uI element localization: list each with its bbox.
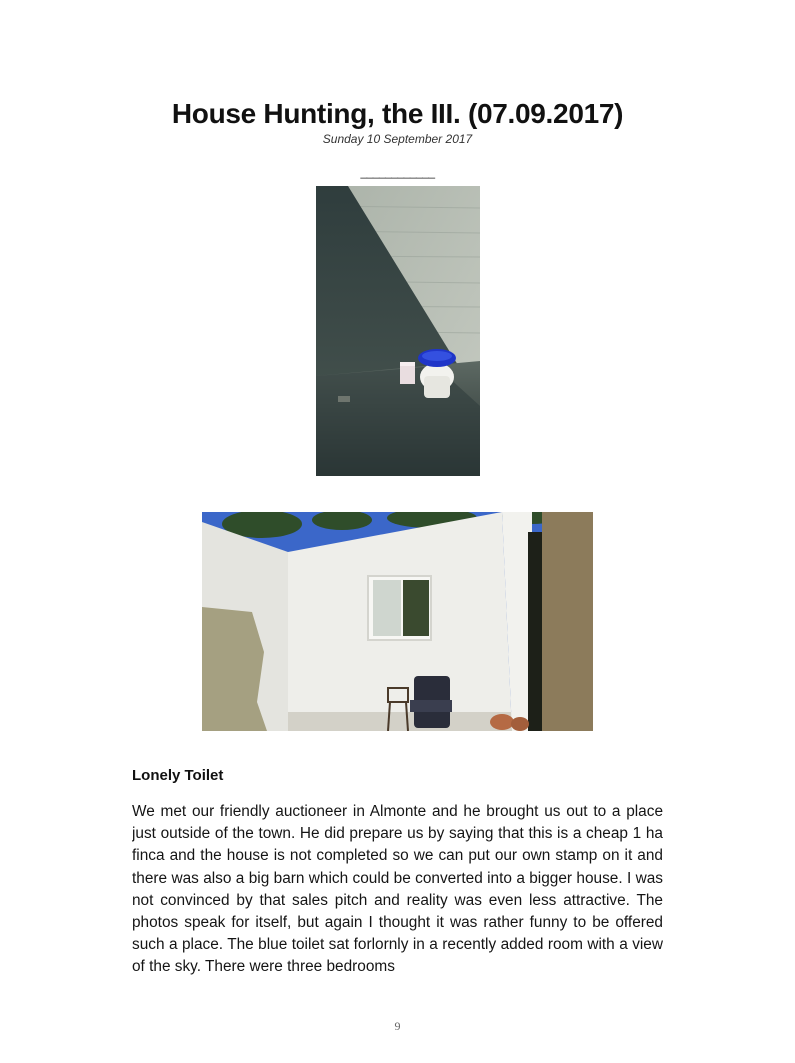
divider: ____________	[360, 165, 435, 179]
room-photo-graphic	[202, 512, 593, 731]
toilet-photo	[316, 186, 480, 476]
post-date: Sunday 10 September 2017	[322, 132, 473, 146]
room-photo	[202, 512, 593, 731]
page-number: 9	[394, 1019, 401, 1033]
body-paragraph: We met our friendly auctioneer in Almonte and he brought us out to a place just outside of the town. He did prepare us by saying that this is a cheap 1 ha finca and the house is not completed so we can put our own stamp on it and there was also a big barn which could be converted into a bigger house. I was not convinced by that sales pitch and reality was even less attractive. The photos speak for itself, but again I thought it was rather funny to be offered such a place. The blue toilet sat forlornly in a recently added room with a view of the sky. There were three bedrooms	[132, 803, 663, 976]
toilet-photo-graphic	[316, 186, 480, 476]
section-heading: Lonely Toilet	[132, 767, 224, 784]
page-title: House Hunting, the III. (07.09.2017)	[171, 98, 624, 129]
